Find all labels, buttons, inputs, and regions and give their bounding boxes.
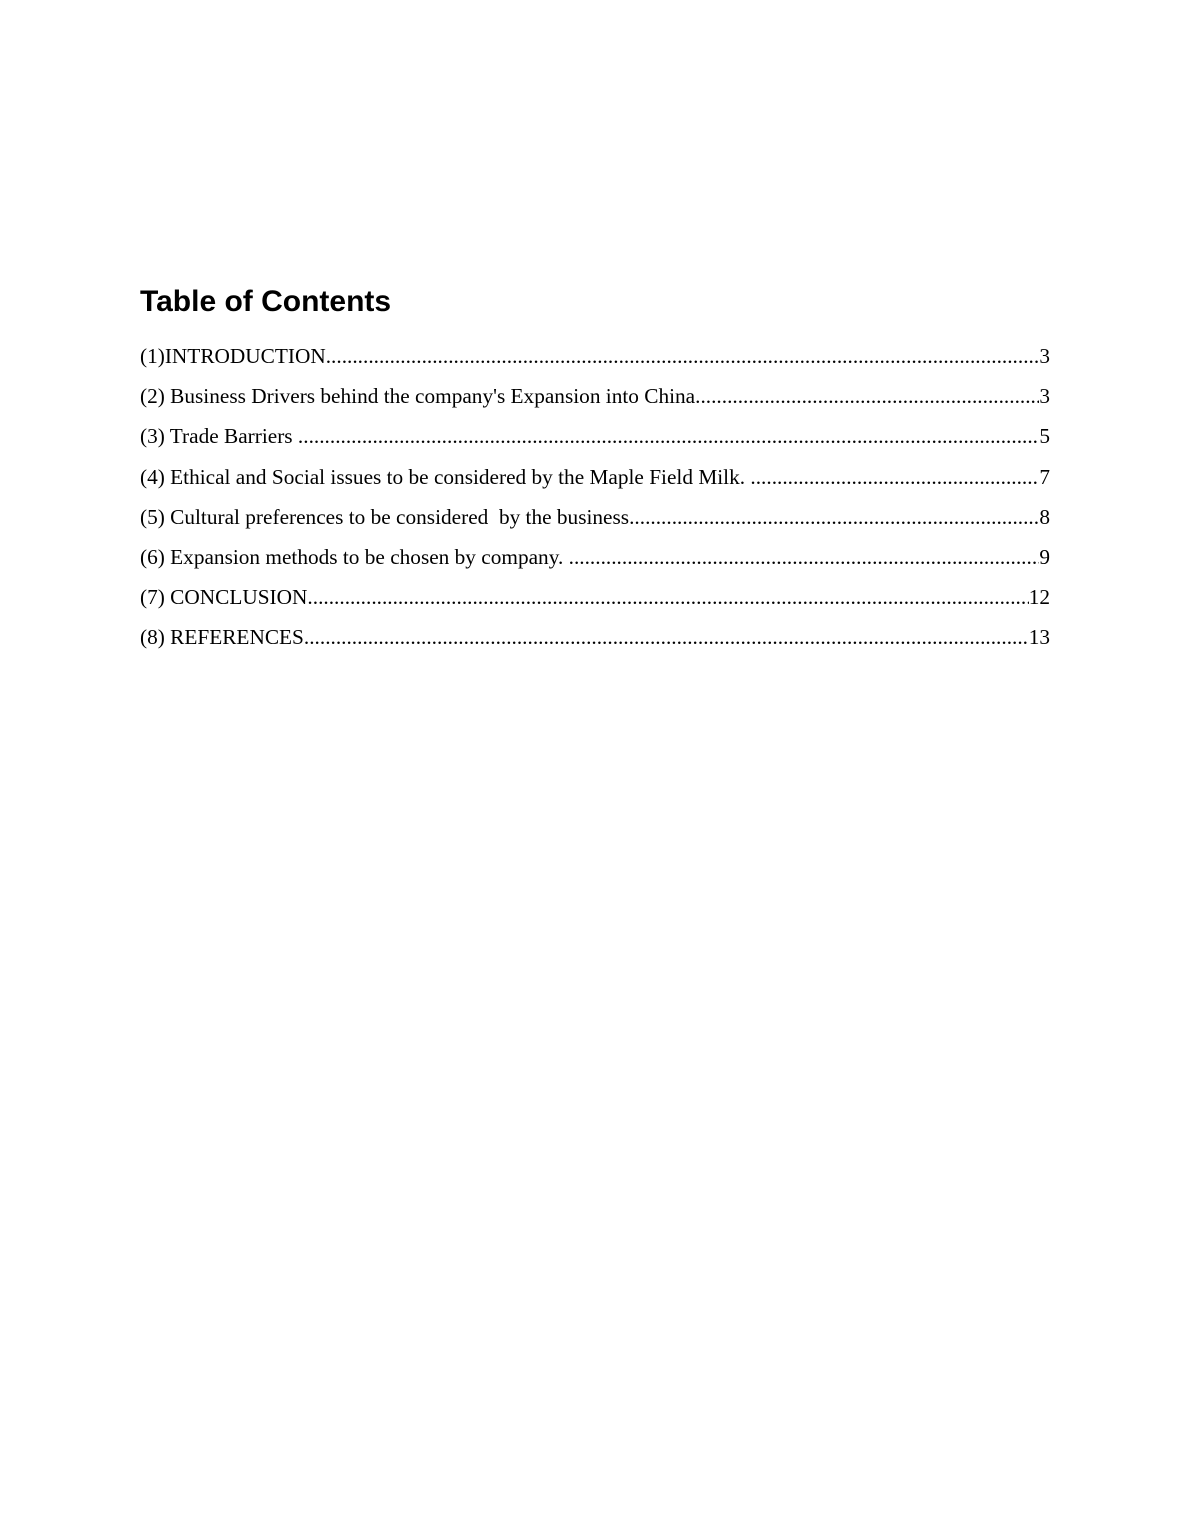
table-of-contents	[140, 282, 1050, 666]
toc-heading: Table of Contents	[140, 285, 392, 318]
toc-dot-leader	[629, 505, 1039, 530]
toc-page-number: 7	[1039, 464, 1050, 489]
toc-entry-ethical-social-issues[interactable]	[140, 465, 1050, 505]
toc-entry-label: (6) Expansion methods to be chosen by company.	[140, 544, 569, 569]
toc-page-number: 12	[1028, 585, 1050, 610]
toc-entry-label: (1)INTRODUCTION	[140, 344, 326, 368]
toc-dot-leader	[695, 384, 1039, 409]
toc-entry-introduction[interactable]	[140, 344, 1050, 384]
toc-dot-leader	[298, 424, 1039, 449]
toc-dot-leader	[307, 585, 1028, 610]
toc-page-number: 13	[1028, 625, 1050, 650]
toc-entry-label: (3) Trade Barriers	[140, 424, 298, 449]
toc-dot-leader	[750, 465, 1039, 490]
toc-page-number: 9	[1039, 544, 1050, 569]
toc-entry-label: (8) REFERENCES	[140, 625, 304, 650]
toc-dot-leader	[326, 344, 1040, 369]
toc-entry-references[interactable]	[140, 625, 1050, 665]
toc-dot-leader	[304, 625, 1029, 650]
toc-entry-trade-barriers[interactable]	[140, 424, 1050, 464]
toc-entry-label: (2) Business Drivers behind the company's Expansion into China	[140, 384, 696, 409]
toc-entry-label: (5) Cultural preferences to be considered by the business	[140, 504, 630, 529]
toc-page-number: 5	[1039, 424, 1050, 449]
toc-dot-leader	[569, 545, 1040, 570]
toc-entry-business-drivers[interactable]	[140, 384, 1050, 424]
toc-entry-label: (7) CONCLUSION	[140, 585, 308, 610]
toc-entry-conclusion[interactable]	[140, 585, 1050, 625]
toc-page-number: 3	[1039, 344, 1050, 368]
toc-page-number: 8	[1039, 504, 1050, 529]
toc-list	[140, 344, 1050, 666]
toc-entry-label: (4) Ethical and Social issues to be considered by the Maple Field Milk.	[140, 464, 751, 489]
toc-page-number: 3	[1039, 384, 1050, 409]
toc-entry-cultural-preferences[interactable]	[140, 505, 1050, 545]
toc-entry-expansion-methods[interactable]	[140, 545, 1050, 585]
